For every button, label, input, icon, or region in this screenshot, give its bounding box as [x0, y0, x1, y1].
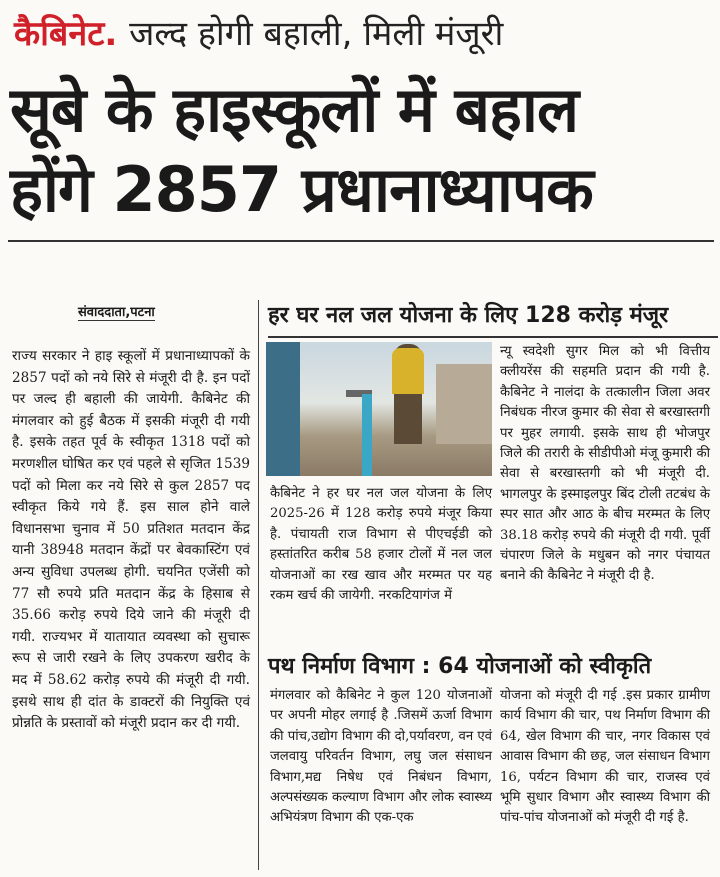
- story2-heading: हर घर नल जल योजना के लिए 128 करोड़ मंजूर: [268, 296, 718, 338]
- water-pipe: [362, 394, 372, 476]
- story3-column-1: मंगलवार को कैबिनेट ने कुल 120 योजनाओं पर अपनी मोहर लगाई है .जिसमें ऊर्जा विभाग की पांच,उद्योग विभाग की दो,पर्यावरण, वन एवं जलवायु परिवर्तन विभाग, लघु जल संसाधन विभाग,मद्य निषेध एवं निबंधन विभाग, अल्पसंख्यक कल्याण विभाग और लोक स्वास्थ्य अभियंत्रण विभाग की एक-एक: [270, 688, 492, 826]
- headline-line-1: सूबे के हाइस्कूलों में बहाल: [10, 73, 579, 146]
- headline: [10, 70, 715, 230]
- water-tap-photo: [266, 342, 492, 476]
- byline: संवाददाता,पटना: [78, 302, 155, 321]
- column-divider: [258, 300, 259, 870]
- kicker-text: जल्द होगी बहाली, मिली मंजूरी: [129, 14, 504, 54]
- kicker-line: [14, 6, 714, 62]
- story3-heading: पथ निर्माण विभाग : 64 योजनाओं को स्वीकृति: [268, 654, 652, 679]
- story2-column-1: कैबिनेट ने हर घर नल जल योजना के लिए 2025-26 में 128 करोड़ रुपये मंजूर किया है. पंचायती राज विभाग से पीएचईडी को हस्तांतरित करीब 58 हजार टोलों में नल जल योजनाओं का रख खाव और मरम्मत पर यह रकम खर्च की जायेगी. नरकटियागंज में: [270, 486, 492, 604]
- story2-column-2: न्यू स्वदेशी सुगर मिल को भी वित्तीय क्लीयरेंस की सहमति प्रदान की गयी है. कैबिनेट ने नालंदा के तत्कालीन जिला अवर निबंधक नीरज कुमार की सेवा से बरखास्तगी पर मुहर लगायी. इसके साथ ही भोजपुर जिले की तरारी के सीडीपीओ मंजू कुमारी की सेवा से बरखास्तगी को भी मंजूरी दी. भागलपुर के इस्माइलपुर बिंद टोली तटबंध के स्पर सात और आठ के बीच मरम्मत के लिए 38.18 करोड़ रुपये की मंजूरी दी गयी. पूर्वी चंपारण जिले के मधुबन को नगर पंचायत बनाने की कैबिनेट ने मंजूरी दी है.: [500, 344, 710, 584]
- photo-person-shirt: [392, 348, 424, 394]
- kicker-label: कैबिनेट.: [14, 14, 118, 54]
- photo-house: [436, 364, 492, 444]
- headline-line-2: होंगे 2857 प्रधानाध्यापक: [10, 153, 593, 226]
- photo-wall: [266, 342, 300, 476]
- story3-column-2: योजना को मंजूरी दी गई .इस प्रकार ग्रामीण कार्य विभाग की चार, पथ निर्माण विभाग की 64, खेल विभाग की चार, नगर विकास एवं आवास विभाग की छह, जल संसाधन विभाग 16, पर्यटन विभाग की चार, राजस्व एवं भूमि सुधार विभाग और स्वास्थ्य विभाग की पांच-पांच योजनाओं को मंजूरी दी गई है.: [500, 688, 710, 826]
- divider: [8, 240, 714, 242]
- main-story-body: राज्य सरकार ने हाइ स्कूलों में प्रधानाध्यापकों के 2857 पदों को नये सिरे से मंजूरी दी है. इन पदों पर जल्द ही बहाली की जायेगी. कैबिनेट की मंगलवार को हुई बैठक में इसकी मंजूरी दी गयी है. इसके तहत पूर्व के स्वीकृत 1318 पदों को मरणशील घोषित कर एवं पहले से सृजित 1539 पदों को मिला कर नये सिरे से कुल 2857 पद स्वीकृत किये गये हैं. इस साल होने वाले विधानसभा चुनाव में 50 प्रतिशत मतदान केंद्र यानी 38948 मतदान केंद्रों पर बेवकास्टिंग एवं अन्य सुविधा उपलब्ध होगी. चयनित एजेंसी को 77 सौ रुपये प्रति मतदान केंद्र के हिसाब से 35.66 करोड़ रुपये दिये जाने की मंजूरी दी गयी. राज्यभर में यातायात व्यवस्था को सुचारू रूप से जारी रखने के लिए उपकरण खरीद के मद में 58.62 करोड़ रुपये की मंजूरी दी गयी. इसथे साथ ही दांत के डाक्टरों की नियुक्ति एवं प्रोन्नति के प्रस्तावों को मंजूरी प्रदान कर दी गयी.: [12, 348, 250, 732]
